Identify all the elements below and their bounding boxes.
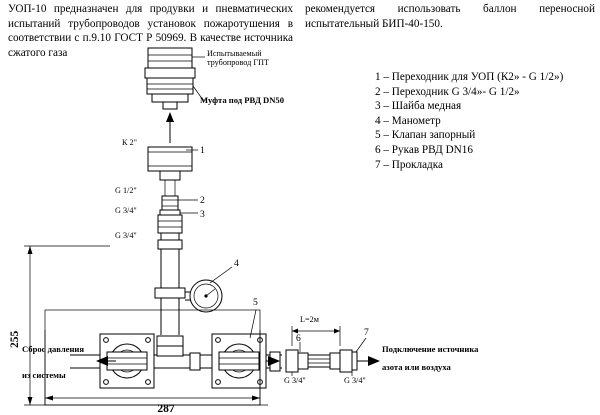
recommendation-paragraph: рекомендуется использовать баллон переносной испытательный БИП-40-150. xyxy=(305,3,595,30)
callout-number-3: 3 xyxy=(200,209,205,220)
vertical-riser xyxy=(155,233,185,346)
legend-item-4: 4 – Манометр xyxy=(375,114,441,127)
intro-paragraph: УОП-10 предназначен для продувки и пневматических испытаний трубопроводов установок пожаротушения в соответствии с п.9.10 ГОСТ Р 50969. В качестве источника сжатого газа xyxy=(8,3,293,59)
label-coupling: Муфта под РВД DN50 xyxy=(200,95,285,105)
label-hose-length: L=2м xyxy=(300,315,319,324)
legend-item-7: 7 – Прокладка xyxy=(375,158,443,171)
label-release-line1: Сброс давления xyxy=(22,344,85,354)
label-g34-a: G 3/4" xyxy=(115,206,137,215)
callout-number-7: 7 xyxy=(364,327,369,338)
adapter-uop-part1 xyxy=(148,147,198,180)
legend-item-5: 5 – Клапан запорный xyxy=(375,129,476,142)
label-g12: G 1/2" xyxy=(115,186,137,195)
legend-item-2: 2 – Переходник G 3/4»- G 1/2» xyxy=(375,85,520,98)
label-g34-right: G 3/4" xyxy=(344,376,366,385)
legend-item-6: 6 – Рукав РВД DN16 xyxy=(375,143,473,156)
callout-number-5: 5 xyxy=(253,297,258,308)
dimension-height: 255 xyxy=(9,330,21,348)
label-g34-b: G 3/4" xyxy=(115,231,137,240)
assembly-arrow-up xyxy=(166,112,174,143)
manometer xyxy=(185,267,232,312)
label-source-line2: азота или воздуха xyxy=(382,362,451,372)
adapter-part2-washer xyxy=(158,180,198,233)
tested-pipe-assembly xyxy=(145,48,206,109)
label-tested-pipe-line2: трубопровод ГПТ xyxy=(207,58,270,67)
callout-number-4: 4 xyxy=(234,258,239,269)
callout-number-1: 1 xyxy=(200,145,205,156)
label-release-line2: из системы xyxy=(22,370,66,380)
legend-item-3: 3 – Шайба медная xyxy=(375,100,462,113)
legend-item-1: 1 – Переходник для УОП (К2» - G 1/2») xyxy=(375,71,564,83)
label-tested-pipe-line1: Испытываемый xyxy=(207,49,262,58)
callout-number-6: 6 xyxy=(296,333,301,344)
valve-right xyxy=(212,310,266,388)
label-source-line1: Подключение источника xyxy=(382,344,479,354)
dimension-width: 287 xyxy=(157,403,175,415)
label-g34-left: G 3/4" xyxy=(284,376,306,385)
callout-number-2: 2 xyxy=(200,195,205,206)
label-k2: К 2" xyxy=(122,138,137,147)
